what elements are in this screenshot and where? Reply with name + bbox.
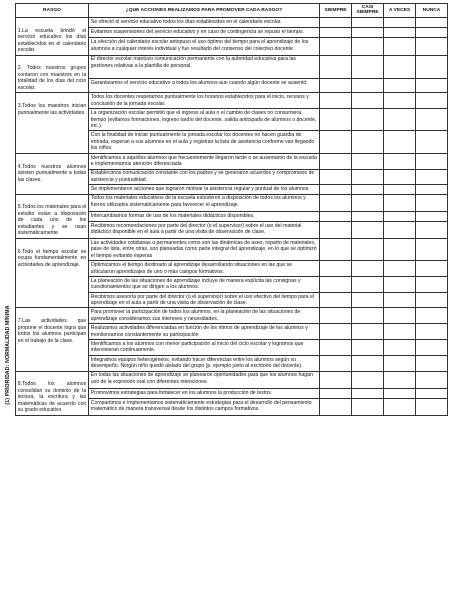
rating-cell-nunca[interactable] (416, 211, 448, 221)
accion-cell: Garantizamos el servicio educativo a todos los alumnos aun cuando algún docente se ausentó. (89, 79, 320, 93)
accion-cell: Establecimos comunicación constante con los padres y se generaron acuerdos y compromisos de asistencia y puntualidad. (89, 169, 320, 185)
rating-cell-siempre[interactable] (320, 79, 352, 93)
accion-cell: El director escolar mantuvo comunicación permanente con la autoridad educativa para las gestiones relativas a la plantilla de personal. (89, 55, 320, 79)
rating-cell-siempre[interactable] (320, 28, 352, 38)
rating-cell-siempre[interactable] (320, 261, 352, 277)
rating-cell-a-veces[interactable] (384, 17, 416, 27)
rating-cell-nunca[interactable] (416, 55, 448, 79)
rating-cell-a-veces[interactable] (384, 211, 416, 221)
rating-cell-casi-siempre[interactable] (352, 292, 384, 308)
header-nunca: NUNCA (416, 4, 448, 18)
header-row (16, 4, 448, 18)
accion-cell: Recibimos asesoría por parte del director (o el supervisor) sobre el uso efectivo del tiempo para el aprendizaje en el aula a partir de una visita de observación de clase. (89, 292, 320, 308)
rating-cell-siempre[interactable] (320, 17, 352, 27)
header-acciones: ¿QUE ACCIONES REALIZAMOS PARA PROMOVER CADA RASGO? (89, 4, 320, 18)
table-row (16, 194, 448, 211)
rating-cell-casi-siempre[interactable] (352, 371, 384, 388)
rating-cell-siempre[interactable] (320, 211, 352, 221)
rating-cell-nunca[interactable] (416, 371, 448, 388)
rating-cell-casi-siempre[interactable] (352, 276, 384, 292)
rasgo-text: 4.Todos nuestros alumnos asisten puntualmente a todas las clases. (17, 163, 87, 183)
rating-cell-casi-siempre[interactable] (352, 17, 384, 27)
rating-cell-siempre[interactable] (320, 93, 352, 109)
rating-cell-siempre[interactable] (320, 276, 352, 292)
rating-cell-casi-siempre[interactable] (352, 340, 384, 356)
rasgo-text: 8.Todos los alumnos consolidan su dominio de la lectura, la escritura y las matemáticas de acuerdo con su grado educativo (17, 381, 87, 414)
rating-cell-a-veces[interactable] (384, 38, 416, 55)
rating-cell-a-veces[interactable] (384, 185, 416, 194)
rasgo-cell (16, 153, 89, 194)
header-casi-siempre: CASI SIEMPRE (352, 4, 384, 18)
rating-cell-siempre[interactable] (320, 238, 352, 260)
rating-cell-a-veces[interactable] (384, 324, 416, 340)
rating-cell-nunca[interactable] (416, 153, 448, 169)
table-row (16, 308, 448, 324)
table-row (16, 371, 448, 388)
rating-cell-a-veces[interactable] (384, 292, 416, 308)
rasgo-text: 5.Todos los materiales para el estudio están a disposición de cada uno de los estudiantes y se usan sistemáticamente. (17, 204, 87, 237)
accion-cell: En todas las situaciones de aprendizaje se planearon oportunidades para que los alumnos hagan uso de la expresión oral con diferentes intenciones. (89, 371, 320, 388)
rating-cell-nunca[interactable] (416, 38, 448, 55)
rasgo-cell (16, 93, 89, 153)
rating-cell-a-veces[interactable] (384, 169, 416, 185)
rating-cell-a-veces[interactable] (384, 261, 416, 277)
rating-cell-nunca[interactable] (416, 355, 448, 371)
rating-cell-nunca[interactable] (416, 340, 448, 356)
rating-cell-casi-siempre[interactable] (352, 153, 384, 169)
rating-cell-siempre[interactable] (320, 55, 352, 79)
accion-cell: Identificamos a aquellos alumnos que frecuentemente llegaron tarde o se ausentaron de la escuela e implementamos atención diferenciada (89, 153, 320, 169)
rasgo-text: 7.Las actividades que propone el docente logra que todos los alumnos participan en el trabajo de la clase. (17, 318, 87, 344)
rating-cell-casi-siempre[interactable] (352, 79, 384, 93)
rating-cell-casi-siempre[interactable] (352, 261, 384, 277)
rating-cell-siempre[interactable] (320, 340, 352, 356)
rating-cell-nunca[interactable] (416, 79, 448, 93)
rating-cell-nunca[interactable] (416, 398, 448, 415)
table-row (16, 238, 448, 260)
accion-cell: Identificamos a los alumnos con menor participación al inicio del ciclo escolar y logramos que intervinieran continuamente. (89, 340, 320, 356)
rating-cell-a-veces[interactable] (384, 55, 416, 79)
accion-cell: Integramos equipos heterogéneos, evitando hacer diferencias entre los alumnos según su desempeño. Ningún niño quedó aislado del grupo (p. ejemplo junto al escritorio del docente). (89, 355, 320, 371)
rasgo-cell (16, 194, 89, 238)
rating-cell-casi-siempre[interactable] (352, 28, 384, 38)
header-siempre: SIEMPRE (320, 4, 352, 18)
accion-cell: Todos los docentes respetamos puntualmente los horarios establecidos para el inicio, recesos y conclusión de la jornada escolar. (89, 93, 320, 109)
rating-cell-siempre[interactable] (320, 388, 352, 398)
rating-cell-casi-siempre[interactable] (352, 355, 384, 371)
rating-cell-a-veces[interactable] (384, 340, 416, 356)
table-row (16, 153, 448, 169)
rating-cell-a-veces[interactable] (384, 371, 416, 388)
rating-cell-nunca[interactable] (416, 185, 448, 194)
rating-cell-casi-siempre[interactable] (352, 93, 384, 109)
rubric-table (15, 3, 448, 416)
rasgo-text: 2. Todos nuestros grupos contaron con maestros en la totalidad de los días del ciclo escolar. (17, 65, 87, 91)
priority-side-label (1, 255, 15, 455)
rating-cell-casi-siempre[interactable] (352, 185, 384, 194)
rating-cell-siempre[interactable] (320, 185, 352, 194)
accion-cell: Promovimos estrategias para fortalecer en los alumnos la producción de textos. (89, 388, 320, 398)
rating-cell-casi-siempre[interactable] (352, 109, 384, 131)
rating-cell-siempre[interactable] (320, 292, 352, 308)
rating-cell-casi-siempre[interactable] (352, 38, 384, 55)
rating-cell-siempre[interactable] (320, 153, 352, 169)
rating-cell-siempre[interactable] (320, 355, 352, 371)
accion-cell: Compartimos e implementamos sistemáticamente estrategias para el desarrollo del pensamiento matemático de manera transversal desde los distintos campos formativos. (89, 398, 320, 415)
rating-cell-nunca[interactable] (416, 276, 448, 292)
rating-cell-a-veces[interactable] (384, 238, 416, 260)
table-row (16, 17, 448, 27)
rating-cell-nunca[interactable] (416, 109, 448, 131)
rating-cell-nunca[interactable] (416, 308, 448, 324)
accion-cell: La planeación de las situaciones de aprendizaje incluye de manera explícita las consignas y cuestionamientos que se dirigen a los alumnos. (89, 276, 320, 292)
rating-cell-nunca[interactable] (416, 169, 448, 185)
accion-cell: Evitamos suspensiones del servicio educativo y en caso de contingencia se repuso el tiempo. (89, 28, 320, 38)
rating-cell-casi-siempre[interactable] (352, 398, 384, 415)
rasgo-text: 1.La escuela brindó el servicio educativo los días establecidos en el calendario escolar. (17, 27, 87, 54)
header-a-veces: A VECES (384, 4, 416, 18)
rubric-body (16, 17, 448, 415)
accion-cell: Para promover la participación de todos los alumnos, en la planeación de las situaciones de aprendizaje consideramos sus intereses y necesidades. (89, 308, 320, 324)
accion-cell: Se ofreció el servicio educativo todos los días establecidos en el calendario escolar. (89, 17, 320, 27)
accion-cell: Recibimos recomendaciones por parte del director (o el supervisor) sobre el uso del material didáctico disponible en el aula a partir de una visita de observación de clase. (89, 221, 320, 238)
rasgo-text: 6.Todo el tiempo escolar se ocupa fundamentalmente en actividades de aprendizaje. (17, 248, 87, 268)
rating-cell-a-veces[interactable] (384, 308, 416, 324)
rating-cell-a-veces[interactable] (384, 221, 416, 238)
rating-cell-siempre[interactable] (320, 324, 352, 340)
rasgo-cell (16, 55, 89, 93)
rating-cell-casi-siempre[interactable] (352, 308, 384, 324)
rating-cell-casi-siempre[interactable] (352, 194, 384, 211)
rating-cell-nunca[interactable] (416, 93, 448, 109)
rating-cell-casi-siempre[interactable] (352, 221, 384, 238)
rating-cell-nunca[interactable] (416, 292, 448, 308)
rating-cell-nunca[interactable] (416, 238, 448, 260)
rating-cell-nunca[interactable] (416, 17, 448, 27)
rating-cell-nunca[interactable] (416, 261, 448, 277)
rasgo-cell (16, 17, 89, 55)
rating-cell-siempre[interactable] (320, 398, 352, 415)
rating-cell-siempre[interactable] (320, 221, 352, 238)
rating-cell-a-veces[interactable] (384, 131, 416, 153)
table-row (16, 55, 448, 79)
rating-cell-nunca[interactable] (416, 28, 448, 38)
rating-cell-nunca[interactable] (416, 131, 448, 153)
rating-cell-a-veces[interactable] (384, 93, 416, 109)
rating-cell-nunca[interactable] (416, 194, 448, 211)
rating-cell-casi-siempre[interactable] (352, 211, 384, 221)
table-row (16, 93, 448, 109)
rating-cell-siempre[interactable] (320, 169, 352, 185)
rating-cell-casi-siempre[interactable] (352, 388, 384, 398)
accion-cell: La elección del calendario escolar antepuso el uso óptimo del tiempo para el aprendizaje de los alumnos a cualquier interés individual y fue resultado del consenso del colectivo docente. (89, 38, 320, 55)
rating-cell-siempre[interactable] (320, 131, 352, 153)
rasgo-cell (16, 308, 89, 371)
rating-cell-nunca[interactable] (416, 324, 448, 340)
rating-cell-nunca[interactable] (416, 221, 448, 238)
rasgo-text: 3.Todos los maestros inician puntualmente las actividades. (17, 103, 87, 116)
rating-cell-casi-siempre[interactable] (352, 238, 384, 260)
rating-cell-siempre[interactable] (320, 194, 352, 211)
rating-cell-a-veces[interactable] (384, 276, 416, 292)
header-rasgo: RASGO (16, 4, 89, 18)
rating-cell-nunca[interactable] (416, 388, 448, 398)
rasgo-cell (16, 238, 89, 308)
rating-cell-a-veces[interactable] (384, 388, 416, 398)
accion-cell: Se implementaron acciones que lograron motivar la asistencia regular y puntual de los alumnos. (89, 185, 320, 194)
accion-cell: Optimizamos el tiempo destinado al aprendizaje desarrollando situaciones en las que se articularon aprendizajes de uno o más campos formativos. (89, 261, 320, 277)
rasgo-cell (16, 371, 89, 415)
rating-cell-a-veces[interactable] (384, 79, 416, 93)
priority-label-text: (1) PRIORIDAD: NORMALIDAD MÍNIMA (5, 305, 11, 405)
rating-cell-siempre[interactable] (320, 38, 352, 55)
rating-cell-casi-siempre[interactable] (352, 131, 384, 153)
rating-cell-casi-siempre[interactable] (352, 324, 384, 340)
rating-cell-a-veces[interactable] (384, 28, 416, 38)
rating-cell-a-veces[interactable] (384, 355, 416, 371)
rating-cell-casi-siempre[interactable] (352, 55, 384, 79)
rating-cell-siempre[interactable] (320, 109, 352, 131)
rating-cell-casi-siempre[interactable] (352, 169, 384, 185)
rating-cell-a-veces[interactable] (384, 194, 416, 211)
accion-cell: Realizamos actividades diferenciadas en función de los ritmos de aprendizaje de los alumnos y monitoreamos constantemente su participación (89, 324, 320, 340)
accion-cell: Con la finalidad de iniciar puntualmente la jornada escolar los docentes no hacen guardia de entrada, esperan a sus alumnos en el aula y registran la lista de asistencia conforme van llegando los niños. (89, 131, 320, 153)
rating-cell-siempre[interactable] (320, 308, 352, 324)
rating-cell-a-veces[interactable] (384, 109, 416, 131)
rating-cell-a-veces[interactable] (384, 153, 416, 169)
rating-cell-a-veces[interactable] (384, 398, 416, 415)
rating-cell-siempre[interactable] (320, 371, 352, 388)
accion-cell: Las actividades cotidianas o permanentes como son las dinámicas de aseo, reparto de materiales, pase de lista, entre otras, son planeadas como parte integral del aprendizaje, en lo que se optimizó el tiempo evitando esperas (89, 238, 320, 260)
accion-cell: Intercambiamos formas de uso de los materiales didácticos disponibles. (89, 211, 320, 221)
accion-cell: Todos los materiales educativos de la escuela estuvieron a disposición de todos los alumnos y fueron utilizados sistemáticamente para favorecer el aprendizaje. (89, 194, 320, 211)
accion-cell: La organización escolar permitió que el ingreso al aula o el cambio de clases no consumiera tiempo (evitamos formaciones, ingreso tardío del docente, salida anticipada de alumnos o docente, etc.). (89, 109, 320, 131)
